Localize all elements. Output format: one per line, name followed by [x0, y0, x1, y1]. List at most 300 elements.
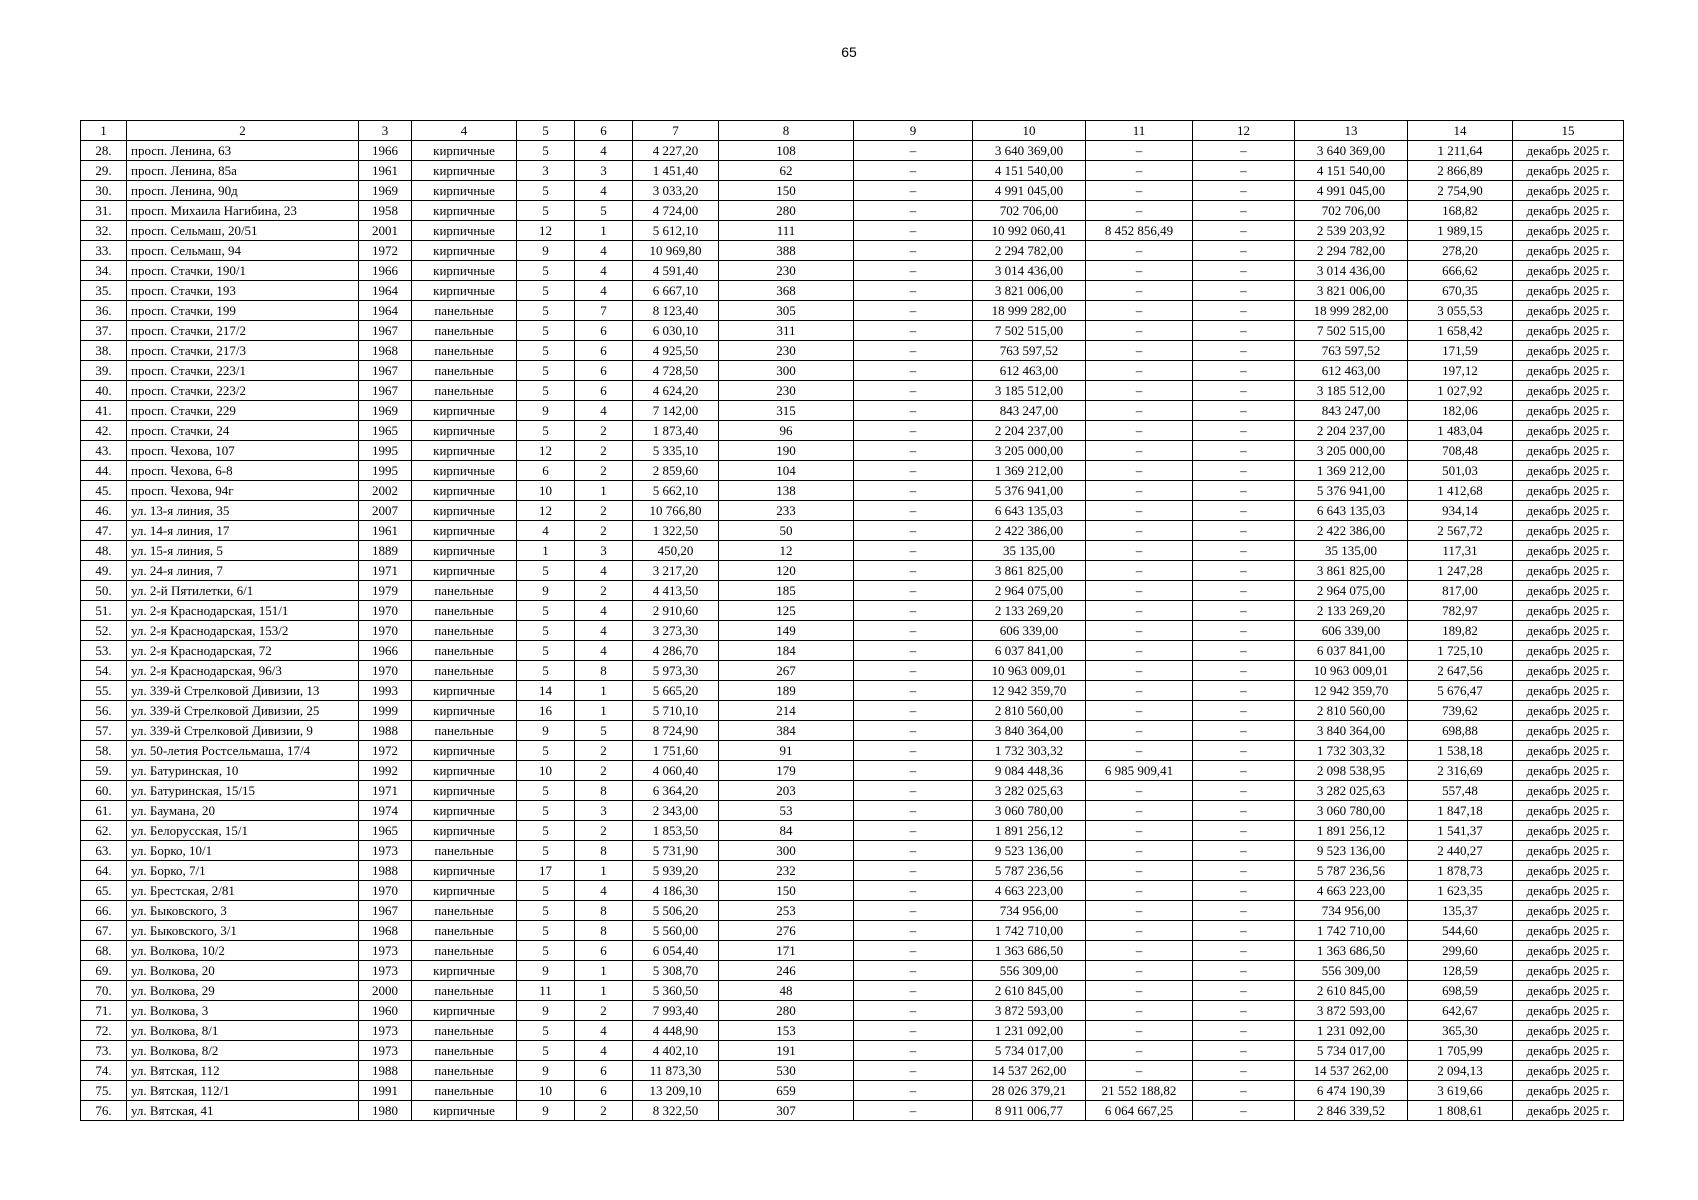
cell-cost-per-sqm: 1 483,04 — [1408, 421, 1513, 441]
cell-year: 1968 — [359, 341, 412, 361]
cell-year: 1964 — [359, 281, 412, 301]
cell-cost-per-sqm: 365,30 — [1408, 1021, 1513, 1041]
cell-col-9: – — [854, 501, 973, 521]
table-row — [81, 921, 1624, 941]
cell-col-9: – — [854, 321, 973, 341]
cell-area: 5 662,10 — [633, 481, 719, 501]
cell-col-11: – — [1086, 821, 1193, 841]
cell-wall-material: кирпичные — [412, 541, 517, 561]
cell-deadline: декабрь 2025 г. — [1513, 701, 1624, 721]
cell-residents: 230 — [719, 261, 854, 281]
cell-col-9: – — [854, 901, 973, 921]
cell-col-11: – — [1086, 301, 1193, 321]
cell-wall-material: кирпичные — [412, 201, 517, 221]
cell-col-11: – — [1086, 741, 1193, 761]
cell-area: 4 724,00 — [633, 201, 719, 221]
cell-remaining-cost: 6 643 135,03 — [1295, 501, 1408, 521]
cell-residents: 307 — [719, 1101, 854, 1121]
cell-area: 8 322,50 — [633, 1101, 719, 1121]
cell-deadline: декабрь 2025 г. — [1513, 1081, 1624, 1101]
cell-entrances: 4 — [575, 641, 633, 661]
cell-wall-material: панельные — [412, 641, 517, 661]
table-row — [81, 541, 1624, 561]
cell-col-12: – — [1193, 301, 1295, 321]
cell-area: 6 054,40 — [633, 941, 719, 961]
cell-deadline: декабрь 2025 г. — [1513, 1061, 1624, 1081]
cell-area: 3 033,20 — [633, 181, 719, 201]
header-cell: 7 — [633, 121, 719, 141]
cell-address: ул. Волкова, 3 — [127, 1001, 359, 1021]
cell-cost-per-sqm: 1 878,73 — [1408, 861, 1513, 881]
cell-wall-material: кирпичные — [412, 741, 517, 761]
cell-year: 1971 — [359, 781, 412, 801]
cell-remaining-cost: 1 732 303,32 — [1295, 741, 1408, 761]
cell-year: 1968 — [359, 921, 412, 941]
cell-address: ул. Быковского, 3 — [127, 901, 359, 921]
cell-year: 1974 — [359, 801, 412, 821]
cell-row-number: 50. — [81, 581, 127, 601]
table-row — [81, 1101, 1624, 1121]
cell-remaining-cost: 3 014 436,00 — [1295, 261, 1408, 281]
cell-area: 1 751,60 — [633, 741, 719, 761]
header-cell: 9 — [854, 121, 973, 141]
cell-year: 1988 — [359, 721, 412, 741]
cell-col-12: – — [1193, 881, 1295, 901]
cell-cost-per-sqm: 171,59 — [1408, 341, 1513, 361]
cell-deadline: декабрь 2025 г. — [1513, 781, 1624, 801]
cell-entrances: 2 — [575, 421, 633, 441]
cell-col-9: – — [854, 941, 973, 961]
cell-row-number: 49. — [81, 561, 127, 581]
cell-deadline: декабрь 2025 г. — [1513, 1041, 1624, 1061]
cell-col-9: – — [854, 621, 973, 641]
cell-floors: 5 — [517, 1041, 575, 1061]
cell-col-11: 8 452 856,49 — [1086, 221, 1193, 241]
cell-row-number: 66. — [81, 901, 127, 921]
cell-address: ул. 339-й Стрелковой Дивизии, 9 — [127, 721, 359, 741]
cell-cost-per-sqm: 544,60 — [1408, 921, 1513, 941]
header-row — [81, 121, 1624, 141]
cell-entrances: 4 — [575, 881, 633, 901]
cell-total-cost: 3 014 436,00 — [973, 261, 1086, 281]
cell-remaining-cost: 1 363 686,50 — [1295, 941, 1408, 961]
cell-entrances: 2 — [575, 1101, 633, 1121]
cell-remaining-cost: 2 610 845,00 — [1295, 981, 1408, 1001]
cell-entrances: 4 — [575, 561, 633, 581]
cell-col-12: – — [1193, 741, 1295, 761]
cell-year: 1960 — [359, 1001, 412, 1021]
cell-cost-per-sqm: 128,59 — [1408, 961, 1513, 981]
cell-cost-per-sqm: 739,62 — [1408, 701, 1513, 721]
table-row — [81, 621, 1624, 641]
cell-col-9: – — [854, 801, 973, 821]
cell-remaining-cost: 3 861 825,00 — [1295, 561, 1408, 581]
cell-floors: 5 — [517, 301, 575, 321]
cell-area: 5 360,50 — [633, 981, 719, 1001]
cell-row-number: 55. — [81, 681, 127, 701]
cell-total-cost: 1 742 710,00 — [973, 921, 1086, 941]
cell-col-11: – — [1086, 201, 1193, 221]
header-cell: 14 — [1408, 121, 1513, 141]
cell-remaining-cost: 3 821 006,00 — [1295, 281, 1408, 301]
table-row — [81, 601, 1624, 621]
cell-area: 2 859,60 — [633, 461, 719, 481]
cell-cost-per-sqm: 782,97 — [1408, 601, 1513, 621]
cell-remaining-cost: 843 247,00 — [1295, 401, 1408, 421]
cell-wall-material: кирпичные — [412, 401, 517, 421]
cell-wall-material: кирпичные — [412, 421, 517, 441]
cell-wall-material: кирпичные — [412, 141, 517, 161]
cell-address: ул. Волкова, 8/2 — [127, 1041, 359, 1061]
cell-row-number: 42. — [81, 421, 127, 441]
cell-row-number: 64. — [81, 861, 127, 881]
cell-remaining-cost: 1 231 092,00 — [1295, 1021, 1408, 1041]
cell-col-11: – — [1086, 161, 1193, 181]
cell-area: 13 209,10 — [633, 1081, 719, 1101]
cell-col-9: – — [854, 881, 973, 901]
cell-col-9: – — [854, 781, 973, 801]
cell-deadline: декабрь 2025 г. — [1513, 221, 1624, 241]
cell-remaining-cost: 2 539 203,92 — [1295, 221, 1408, 241]
cell-col-9: – — [854, 241, 973, 261]
cell-col-11: – — [1086, 541, 1193, 561]
cell-entrances: 3 — [575, 801, 633, 821]
cell-col-11: – — [1086, 461, 1193, 481]
cell-address: ул. Вятская, 112/1 — [127, 1081, 359, 1101]
cell-total-cost: 3 185 512,00 — [973, 381, 1086, 401]
cell-col-11: – — [1086, 261, 1193, 281]
cell-cost-per-sqm: 501,03 — [1408, 461, 1513, 481]
table-row — [81, 641, 1624, 661]
cell-floors: 9 — [517, 401, 575, 421]
cell-wall-material: кирпичные — [412, 701, 517, 721]
cell-floors: 5 — [517, 661, 575, 681]
cell-col-9: – — [854, 1061, 973, 1081]
cell-year: 1991 — [359, 1081, 412, 1101]
cell-col-12: – — [1193, 681, 1295, 701]
cell-area: 5 710,10 — [633, 701, 719, 721]
cell-entrances: 4 — [575, 281, 633, 301]
cell-area: 1 451,40 — [633, 161, 719, 181]
cell-address: просп. Ленина, 63 — [127, 141, 359, 161]
cell-wall-material: панельные — [412, 981, 517, 1001]
cell-total-cost: 556 309,00 — [973, 961, 1086, 981]
cell-remaining-cost: 5 787 236,56 — [1295, 861, 1408, 881]
cell-remaining-cost: 3 872 593,00 — [1295, 1001, 1408, 1021]
cell-residents: 368 — [719, 281, 854, 301]
header-cell: 13 — [1295, 121, 1408, 141]
cell-row-number: 65. — [81, 881, 127, 901]
cell-cost-per-sqm: 1 808,61 — [1408, 1101, 1513, 1121]
cell-col-11: – — [1086, 341, 1193, 361]
cell-year: 1971 — [359, 561, 412, 581]
cell-residents: 280 — [719, 1001, 854, 1021]
cell-area: 6 364,20 — [633, 781, 719, 801]
cell-address: ул. Быковского, 3/1 — [127, 921, 359, 941]
cell-col-11: – — [1086, 961, 1193, 981]
cell-entrances: 4 — [575, 181, 633, 201]
cell-col-11: – — [1086, 581, 1193, 601]
cell-col-9: – — [854, 1041, 973, 1061]
cell-wall-material: панельные — [412, 941, 517, 961]
cell-floors: 5 — [517, 261, 575, 281]
cell-wall-material: кирпичные — [412, 501, 517, 521]
cell-deadline: декабрь 2025 г. — [1513, 581, 1624, 601]
cell-total-cost: 18 999 282,00 — [973, 301, 1086, 321]
header-cell: 11 — [1086, 121, 1193, 141]
table-row — [81, 341, 1624, 361]
cell-entrances: 6 — [575, 341, 633, 361]
cell-year: 1973 — [359, 1041, 412, 1061]
cell-address: просп. Стачки, 217/2 — [127, 321, 359, 341]
table-row — [81, 941, 1624, 961]
cell-wall-material: кирпичные — [412, 521, 517, 541]
cell-total-cost: 702 706,00 — [973, 201, 1086, 221]
cell-col-12: – — [1193, 861, 1295, 881]
cell-residents: 230 — [719, 341, 854, 361]
table-row — [81, 261, 1624, 281]
cell-row-number: 44. — [81, 461, 127, 481]
cell-col-12: – — [1193, 781, 1295, 801]
cell-year: 1966 — [359, 261, 412, 281]
header-cell: 12 — [1193, 121, 1295, 141]
cell-col-11: – — [1086, 401, 1193, 421]
cell-row-number: 76. — [81, 1101, 127, 1121]
table-row — [81, 1001, 1624, 1021]
table-row — [81, 401, 1624, 421]
table-row — [81, 681, 1624, 701]
cell-cost-per-sqm: 135,37 — [1408, 901, 1513, 921]
cell-address: ул. 2-й Пятилетки, 6/1 — [127, 581, 359, 601]
cell-address: ул. Волкова, 20 — [127, 961, 359, 981]
cell-row-number: 53. — [81, 641, 127, 661]
cell-col-11: – — [1086, 1021, 1193, 1041]
table-row — [81, 1081, 1624, 1101]
cell-total-cost: 2 294 782,00 — [973, 241, 1086, 261]
cell-year: 1973 — [359, 961, 412, 981]
table-row — [81, 221, 1624, 241]
cell-address: просп. Чехова, 107 — [127, 441, 359, 461]
cell-col-9: – — [854, 661, 973, 681]
cell-col-12: – — [1193, 1101, 1295, 1121]
housing-repair-table — [80, 120, 1624, 1121]
cell-cost-per-sqm: 3 619,66 — [1408, 1081, 1513, 1101]
cell-remaining-cost: 2 098 538,95 — [1295, 761, 1408, 781]
cell-total-cost: 3 861 825,00 — [973, 561, 1086, 581]
cell-floors: 5 — [517, 141, 575, 161]
cell-wall-material: кирпичные — [412, 861, 517, 881]
cell-year: 1967 — [359, 381, 412, 401]
cell-address: ул. 339-й Стрелковой Дивизии, 13 — [127, 681, 359, 701]
cell-entrances: 2 — [575, 461, 633, 481]
cell-remaining-cost: 1 369 212,00 — [1295, 461, 1408, 481]
table-row — [81, 321, 1624, 341]
cell-total-cost: 4 151 540,00 — [973, 161, 1086, 181]
cell-col-9: – — [854, 701, 973, 721]
cell-col-9: – — [854, 221, 973, 241]
cell-col-12: – — [1193, 261, 1295, 281]
cell-total-cost: 3 821 006,00 — [973, 281, 1086, 301]
cell-residents: 120 — [719, 561, 854, 581]
cell-remaining-cost: 2 964 075,00 — [1295, 581, 1408, 601]
cell-address: просп. Стачки, 24 — [127, 421, 359, 441]
cell-remaining-cost: 3 640 369,00 — [1295, 141, 1408, 161]
cell-entrances: 2 — [575, 821, 633, 841]
table-row — [81, 561, 1624, 581]
cell-area: 4 227,20 — [633, 141, 719, 161]
cell-area: 10 969,80 — [633, 241, 719, 261]
cell-row-number: 63. — [81, 841, 127, 861]
cell-remaining-cost: 5 376 941,00 — [1295, 481, 1408, 501]
cell-address: просп. Ленина, 90д — [127, 181, 359, 201]
table-row — [81, 901, 1624, 921]
cell-row-number: 32. — [81, 221, 127, 241]
cell-residents: 253 — [719, 901, 854, 921]
cell-total-cost: 2 810 560,00 — [973, 701, 1086, 721]
cell-residents: 171 — [719, 941, 854, 961]
cell-address: просп. Стачки, 193 — [127, 281, 359, 301]
cell-col-9: – — [854, 961, 973, 981]
cell-residents: 214 — [719, 701, 854, 721]
cell-floors: 5 — [517, 881, 575, 901]
cell-entrances: 6 — [575, 941, 633, 961]
cell-floors: 12 — [517, 501, 575, 521]
cell-residents: 305 — [719, 301, 854, 321]
cell-residents: 150 — [719, 881, 854, 901]
cell-residents: 50 — [719, 521, 854, 541]
cell-total-cost: 4 663 223,00 — [973, 881, 1086, 901]
cell-col-9: – — [854, 181, 973, 201]
cell-col-11: – — [1086, 801, 1193, 821]
cell-wall-material: кирпичные — [412, 881, 517, 901]
cell-address: просп. Стачки, 229 — [127, 401, 359, 421]
cell-remaining-cost: 2 810 560,00 — [1295, 701, 1408, 721]
cell-total-cost: 35 135,00 — [973, 541, 1086, 561]
cell-year: 1970 — [359, 621, 412, 641]
cell-remaining-cost: 763 597,52 — [1295, 341, 1408, 361]
cell-total-cost: 12 942 359,70 — [973, 681, 1086, 701]
cell-floors: 5 — [517, 201, 575, 221]
header-cell: 8 — [719, 121, 854, 141]
cell-col-12: – — [1193, 821, 1295, 841]
cell-col-11: – — [1086, 621, 1193, 641]
cell-row-number: 45. — [81, 481, 127, 501]
cell-cost-per-sqm: 1 623,35 — [1408, 881, 1513, 901]
cell-area: 2 343,00 — [633, 801, 719, 821]
cell-total-cost: 1 231 092,00 — [973, 1021, 1086, 1041]
cell-remaining-cost: 2 133 269,20 — [1295, 601, 1408, 621]
cell-address: ул. Волкова, 10/2 — [127, 941, 359, 961]
cell-col-12: – — [1193, 541, 1295, 561]
cell-year: 1958 — [359, 201, 412, 221]
cell-col-11: – — [1086, 641, 1193, 661]
cell-year: 1967 — [359, 361, 412, 381]
cell-col-11: – — [1086, 661, 1193, 681]
cell-col-11: – — [1086, 281, 1193, 301]
cell-residents: 232 — [719, 861, 854, 881]
cell-row-number: 73. — [81, 1041, 127, 1061]
cell-col-12: – — [1193, 401, 1295, 421]
cell-address: ул. 339-й Стрелковой Дивизии, 25 — [127, 701, 359, 721]
cell-residents: 138 — [719, 481, 854, 501]
cell-entrances: 1 — [575, 481, 633, 501]
cell-col-9: – — [854, 421, 973, 441]
cell-deadline: декабрь 2025 г. — [1513, 321, 1624, 341]
table-row — [81, 961, 1624, 981]
cell-entrances: 1 — [575, 221, 633, 241]
cell-row-number: 39. — [81, 361, 127, 381]
cell-entrances: 2 — [575, 741, 633, 761]
cell-residents: 189 — [719, 681, 854, 701]
cell-area: 5 308,70 — [633, 961, 719, 981]
cell-floors: 5 — [517, 601, 575, 621]
cell-total-cost: 3 060 780,00 — [973, 801, 1086, 821]
cell-col-11: – — [1086, 241, 1193, 261]
cell-total-cost: 28 026 379,21 — [973, 1081, 1086, 1101]
table-row — [81, 1041, 1624, 1061]
cell-col-9: – — [854, 461, 973, 481]
cell-col-12: – — [1193, 341, 1295, 361]
table-row — [81, 821, 1624, 841]
cell-row-number: 67. — [81, 921, 127, 941]
header-cell: 2 — [127, 121, 359, 141]
cell-floors: 9 — [517, 1001, 575, 1021]
cell-cost-per-sqm: 168,82 — [1408, 201, 1513, 221]
cell-year: 1969 — [359, 401, 412, 421]
cell-cost-per-sqm: 197,12 — [1408, 361, 1513, 381]
cell-floors: 5 — [517, 381, 575, 401]
cell-entrances: 2 — [575, 521, 633, 541]
cell-floors: 11 — [517, 981, 575, 1001]
cell-total-cost: 9 523 136,00 — [973, 841, 1086, 861]
cell-col-12: – — [1193, 921, 1295, 941]
cell-area: 3 273,30 — [633, 621, 719, 641]
cell-col-11: – — [1086, 721, 1193, 741]
cell-residents: 384 — [719, 721, 854, 741]
cell-cost-per-sqm: 278,20 — [1408, 241, 1513, 261]
cell-cost-per-sqm: 1 247,28 — [1408, 561, 1513, 581]
cell-floors: 12 — [517, 221, 575, 241]
cell-deadline: декабрь 2025 г. — [1513, 841, 1624, 861]
cell-year: 1964 — [359, 301, 412, 321]
cell-col-12: – — [1193, 901, 1295, 921]
cell-entrances: 6 — [575, 381, 633, 401]
cell-col-12: – — [1193, 241, 1295, 261]
cell-residents: 311 — [719, 321, 854, 341]
cell-entrances: 5 — [575, 721, 633, 741]
cell-remaining-cost: 556 309,00 — [1295, 961, 1408, 981]
cell-address: ул. Волкова, 29 — [127, 981, 359, 1001]
cell-remaining-cost: 3 205 000,00 — [1295, 441, 1408, 461]
cell-total-cost: 9 084 448,36 — [973, 761, 1086, 781]
table-row — [81, 701, 1624, 721]
cell-floors: 5 — [517, 281, 575, 301]
cell-col-12: – — [1193, 641, 1295, 661]
cell-year: 1889 — [359, 541, 412, 561]
header-cell: 3 — [359, 121, 412, 141]
cell-total-cost: 10 992 060,41 — [973, 221, 1086, 241]
cell-floors: 5 — [517, 341, 575, 361]
cell-col-9: – — [854, 1001, 973, 1021]
cell-remaining-cost: 606 339,00 — [1295, 621, 1408, 641]
cell-col-12: – — [1193, 621, 1295, 641]
cell-floors: 5 — [517, 741, 575, 761]
table-row — [81, 421, 1624, 441]
cell-entrances: 6 — [575, 1061, 633, 1081]
cell-deadline: декабрь 2025 г. — [1513, 141, 1624, 161]
cell-area: 11 873,30 — [633, 1061, 719, 1081]
cell-address: ул. 2-я Краснодарская, 96/3 — [127, 661, 359, 681]
